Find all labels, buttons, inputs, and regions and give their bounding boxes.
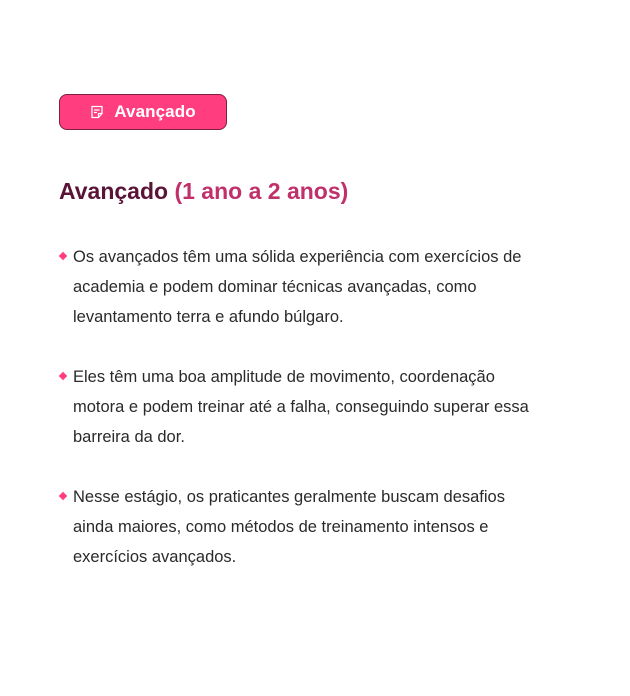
list-item-text: Nesse estágio, os praticantes geralmente buscam desafios ainda maiores, como métodos de treinamento intensos e exercícios avançados. [73, 488, 505, 566]
bullet-list [59, 242, 549, 602]
title-main: Avançado [59, 178, 169, 204]
section-title [59, 176, 348, 206]
title-subtitle: (1 ano a 2 anos) [174, 178, 349, 204]
level-badge [59, 94, 227, 130]
list-item [59, 242, 549, 332]
diamond-bullet-icon [59, 252, 67, 260]
list-item [59, 362, 549, 452]
badge-label: Avançado [114, 102, 196, 121]
diamond-bullet-icon [59, 372, 67, 380]
list-item-text: Os avançados têm uma sólida experiência com exercícios de academia e podem dominar técnicas avançadas, como levantamento terra e afundo búlgaro. [73, 248, 522, 326]
list-item [59, 482, 549, 572]
sticky-note-icon [90, 105, 104, 119]
list-item-text: Eles têm uma boa amplitude de movimento, coordenação motora e podem treinar até a falha, conseguindo superar essa barreira da dor. [73, 368, 529, 446]
diamond-bullet-icon [59, 492, 67, 500]
